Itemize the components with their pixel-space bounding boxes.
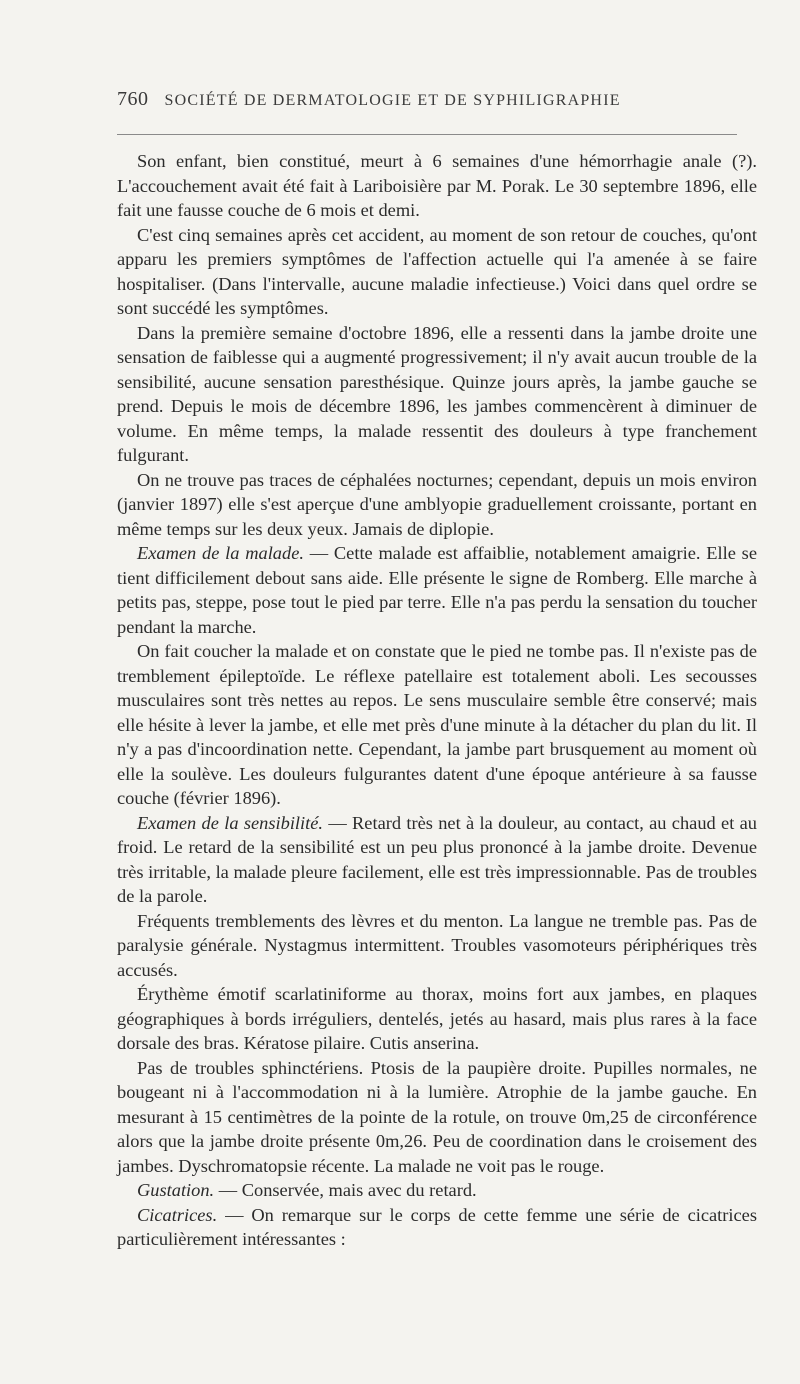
paragraph: Érythème émotif scarlatiniforme au thorax, moins fort aux jambes, en plaques géographiques à bords irréguliers, dentelés, jetés au hasard, mais plus rares à la face dorsale des bras. Kératose pilaire. Cutis anserina. <box>117 984 757 1053</box>
section-lead: Examen de la malade. <box>137 543 304 563</box>
paragraph: Dans la première semaine d'octobre 1896, elle a ressenti dans la jambe droite une sensation de faiblesse qui a augmenté progressivement; il n'y avait aucun trouble de la sensibilité, aucune sensation paresthésique. Quinze jours après, la jambe gauche se prend. Depuis le mois de décembre 1896, les jambes commencèrent à diminuer de volume. En même temps, la malade ressentit des douleurs à type franchement fulgurant. <box>117 322 757 465</box>
page-number: 760 <box>117 88 149 110</box>
header-rule <box>117 134 737 135</box>
paragraph: On ne trouve pas traces de céphalées nocturnes; cependant, depuis un mois environ (janvier 1897) elle s'est aperçue d'une amblyopie graduellement croissante, portant en même temps sur les deux yeux. Jamais de diplopie. <box>117 469 757 539</box>
running-head <box>117 88 757 118</box>
paragraph: Cicatrices. — On remarque sur le corps de cette femme une série de cicatrices particulièrement intéressantes : <box>117 1204 757 1249</box>
body-text <box>117 149 757 1252</box>
paragraph: Son enfant, bien constitué, meurt à 6 semaines d'une hémorrhagie anale (?). L'accouchement avait été fait à Lariboisière par M. Porak. Le 30 septembre 1896, elle fait une fausse couche de 6 mois et demi. <box>117 151 757 220</box>
paragraph: Fréquents tremblements des lèvres et du menton. La langue ne tremble pas. Pas de paralysie générale. Nystagmus intermittent. Troubles vasomoteurs périphériques très accusés. <box>117 910 757 980</box>
book-page <box>117 88 757 1252</box>
section-lead: Examen de la sensibilité. <box>137 812 324 833</box>
journal-title: SOCIÉTÉ DE DERMATOLOGIE ET DE SYPHILIGRAPHIE <box>164 92 621 109</box>
section-lead: Gustation. <box>137 1180 215 1200</box>
paragraph: C'est cinq semaines après cet accident, au moment de son retour de couches, qu'ont apparu les premiers symptômes de l'affection actuelle qui l'a amenée à se faire hospitaliser. (Dans l'intervalle, aucune maladie infectieuse.) Voici dans quel ordre se sont succédé les symptômes. <box>117 224 757 318</box>
section-lead: Cicatrices. <box>137 1204 218 1225</box>
paragraph: Examen de la malade. — Cette malade est affaiblie, notablement amaigrie. Elle se tient difficilement debout sans aide. Elle présente le signe de Romberg. Elle marche à petits pas, steppe, pose tout le pied par terre. Elle n'a pas perdu la sensation du toucher pendant la marche. <box>117 543 757 637</box>
paragraph: On fait coucher la malade et on constate que le pied ne tombe pas. Il n'existe pas de tremblement épileptoïde. Le réflexe patellaire est totalement aboli. Les secousses musculaires sont très nettes au repos. Le sens musculaire semble être conservé; mais elle hésite à lever la jambe, et elle met près d'une minute à la détacher du plan du lit. Il n'y a pas d'incoordination nette. Cependant, la jambe part brusquement au moment où elle la soulève. Les douleurs fulgurantes datent d'une époque antérieure à sa fausse couche (février 1896). <box>117 641 757 808</box>
paragraph: Examen de la sensibilité. — Retard très net à la douleur, au contact, au chaud et au froid. Le retard de la sensibilité est un peu plus prononcé à la jambe droite. Devenue très irritable, la malade pleure facilement, elle est très impressionnable. Pas de troubles de la parole. <box>117 812 757 906</box>
paragraph: Gustation. — Conservée, mais avec du retard. <box>137 1180 477 1200</box>
paragraph: Pas de troubles sphinctériens. Ptosis de la paupière droite. Pupilles normales, ne bougeant ni à l'accommodation ni à la lumière. Atrophie de la jambe gauche. En mesurant à 15 centimètres de la pointe de la rotule, on trouve 0m,25 de circonférence alors que la jambe droite présente 0m,26. Peu de coordination dans le croisement des jambes. Dyschromatopsie récente. La malade ne voit pas le rouge. <box>117 1057 757 1176</box>
